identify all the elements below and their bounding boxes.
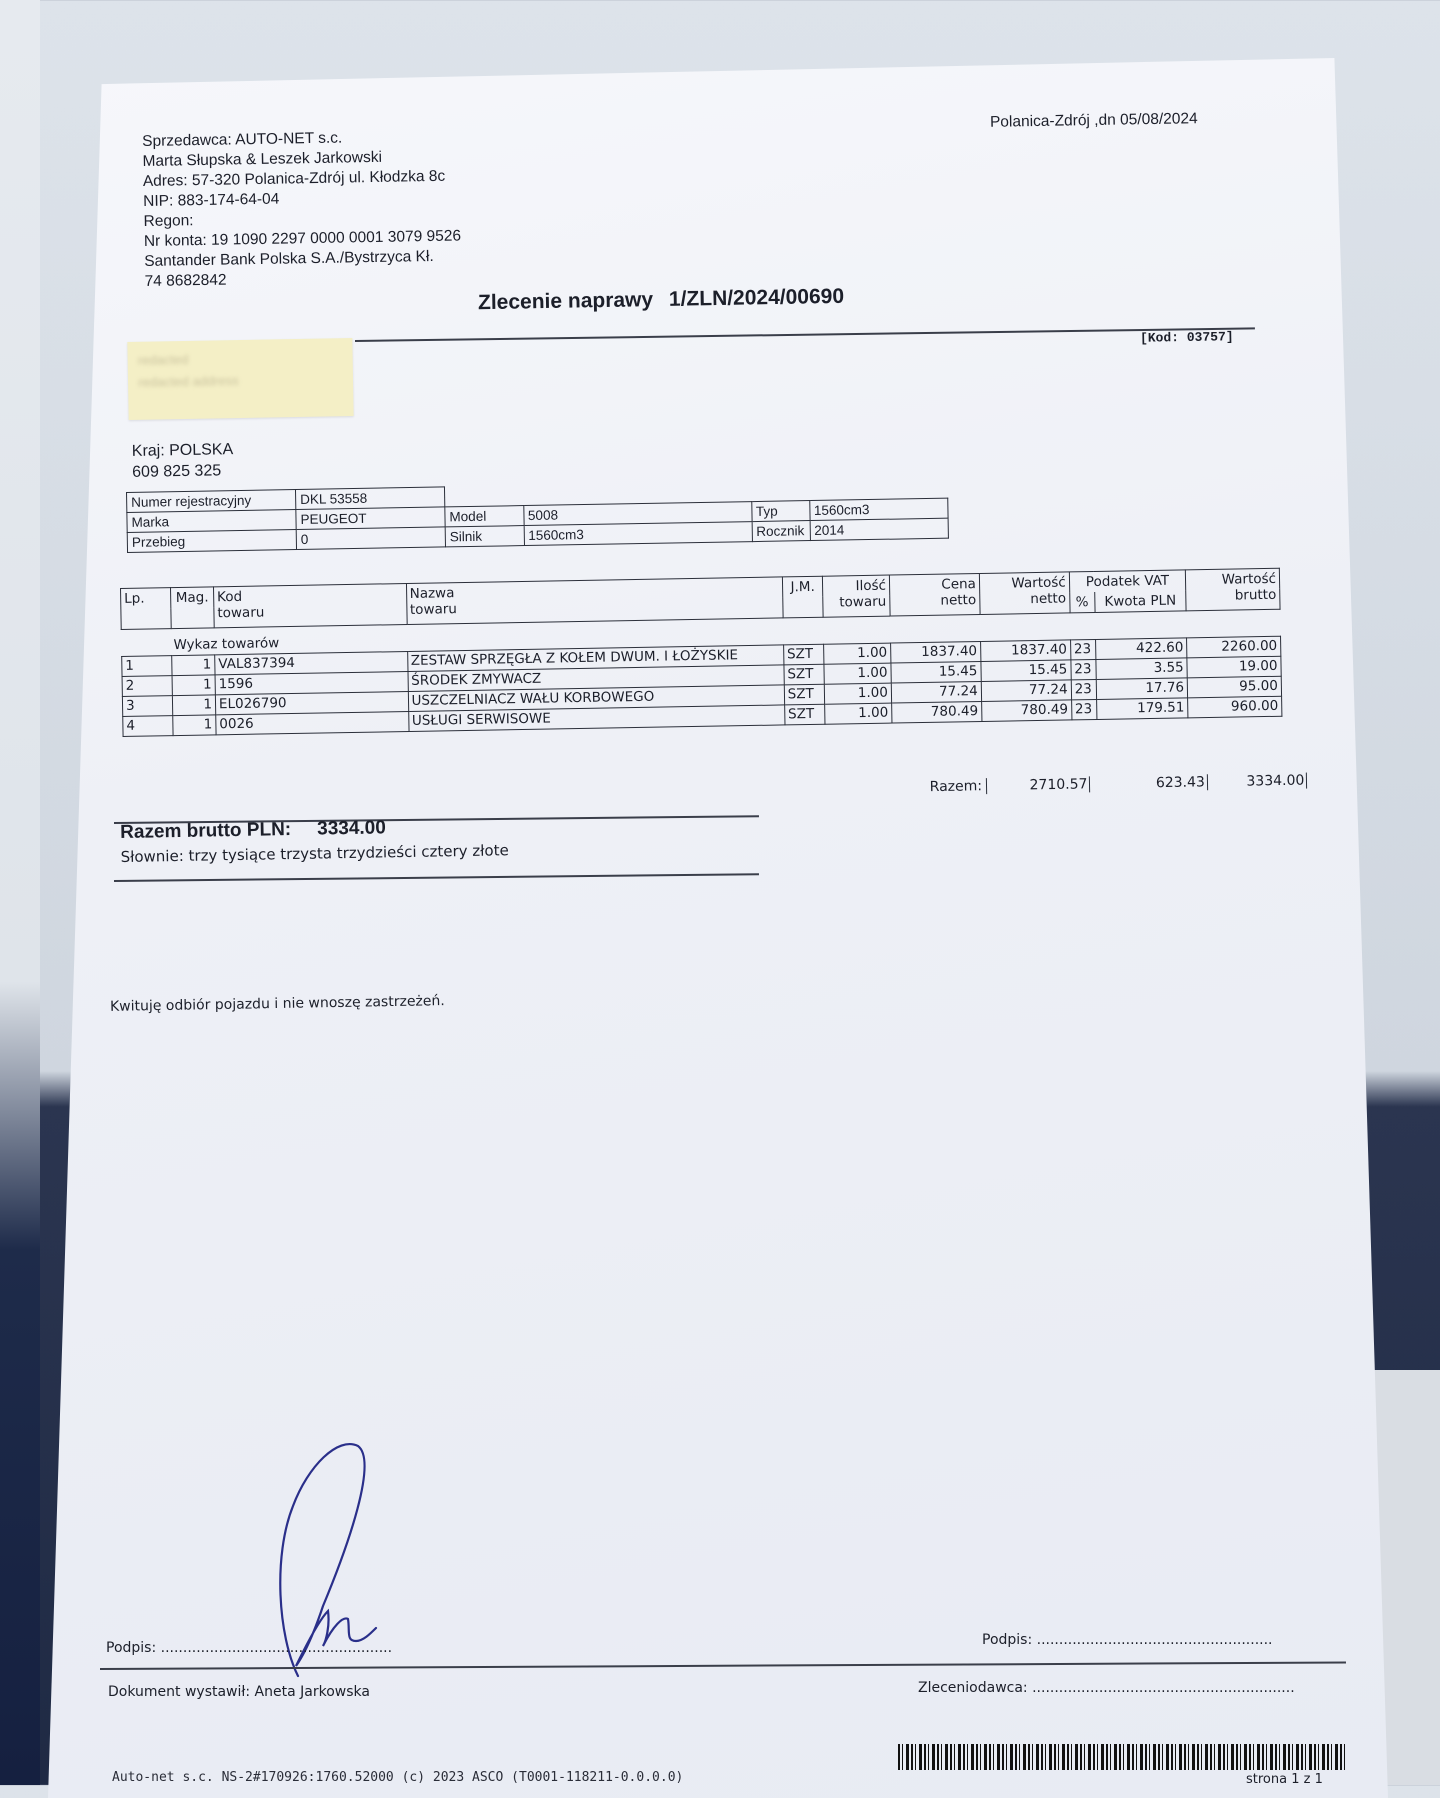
year-label: Rocznik — [752, 521, 810, 542]
cell-brutto: 19.00 — [1187, 656, 1281, 678]
cell-lp: 4 — [123, 716, 173, 737]
section-label: Wykaz towarów — [173, 635, 280, 654]
col-kod: Kod towaru — [213, 584, 406, 628]
cell-brutto: 2260.00 — [1187, 636, 1281, 658]
page-number: strona 1 z 1 — [1246, 1772, 1323, 1787]
model-value: 5008 — [523, 502, 751, 526]
cell-mag: 1 — [173, 715, 216, 736]
type-value: 1560cm3 — [809, 498, 947, 520]
cell-wartosc: 15.45 — [981, 660, 1071, 682]
total-brutto-value: 3334.00 — [316, 817, 387, 840]
empty-cell — [444, 486, 523, 507]
seller-line: 74 8682842 — [144, 271, 227, 290]
cell-pct: 23 — [1071, 679, 1096, 699]
cell-kod: 1596 — [215, 671, 408, 694]
cell-cena: 1837.40 — [891, 641, 981, 663]
seller-block — [142, 126, 462, 292]
client-block — [132, 439, 234, 483]
cell-jm: SZT — [784, 684, 825, 705]
cell-kod: EL026790 — [215, 691, 408, 714]
cell-mag: 1 — [172, 675, 215, 696]
cell-pct: 23 — [1070, 639, 1095, 659]
cell-ilosc: 1.00 — [825, 683, 892, 704]
col-vat-kwota: Kwota PLN — [1094, 590, 1186, 612]
col-mag: Mag. — [171, 587, 215, 629]
acknowledgement-text: Kwituję odbiór pojazdu i nie wnoszę zastrzeżeń. — [109, 993, 445, 1015]
make-value: PEUGEOT — [296, 507, 445, 530]
cell-vat: 3.55 — [1096, 658, 1188, 680]
amount-in-words: Słownie: trzy tysiące trzysta trzydzieści cztery złote — [120, 841, 509, 866]
cell-cena: 77.24 — [891, 681, 981, 703]
cell-kod: 0026 — [216, 711, 409, 734]
cell-nazwa: USZCZELNIACZ WAŁU KORBOWEGO — [408, 685, 785, 712]
seller-line: Nr konta: 19 1090 2297 0000 0001 3079 9526 — [143, 227, 462, 250]
summary-block — [120, 815, 509, 866]
totals-vat: 623.43 — [1095, 774, 1208, 792]
title-label: Zlecenie naprawy — [477, 288, 654, 315]
cell-nazwa: ŚRODEK ZMYWACZ — [408, 665, 785, 692]
totals-brutto: 3334.00 — [1212, 773, 1307, 791]
model-label: Model — [445, 506, 524, 527]
title-number: 1/ZLN/2024/00690 — [668, 284, 845, 311]
footer-software: Auto-net s.c. NS-2#170926:1760.52000 (c) 2023 ASCO (T0001-118211-0.0.0.0) — [112, 1770, 684, 1785]
cell-jm: SZT — [784, 704, 825, 725]
col-wartosc: Wartość netto — [979, 572, 1070, 615]
mileage-label: Przebieg — [127, 530, 296, 553]
col-vat-pct: % — [1069, 592, 1094, 613]
cell-pct: 23 — [1071, 699, 1096, 719]
seller-line: Marta Słupska & Leszek Jarkowski — [142, 148, 383, 170]
signature-left-line: Podpis: .................................................... — [106, 1640, 393, 1656]
date-place: Polanica-Zdrój ,dn 05/08/2024 — [989, 110, 1198, 131]
engine-label: Silnik — [445, 526, 524, 547]
cell-lp: 2 — [122, 676, 172, 697]
total-brutto-label: Razem brutto PLN: — [120, 819, 292, 843]
issued-by: Dokument wystawił: Aneta Jarkowska — [108, 1684, 370, 1700]
items-table — [120, 568, 1282, 737]
totals-label: Razem: — [929, 778, 983, 796]
col-lp: Lp. — [121, 588, 172, 630]
cell-vat: 17.76 — [1096, 678, 1188, 700]
cell-jm: SZT — [784, 664, 825, 685]
empty-cell — [809, 478, 947, 500]
seller-line: Santander Bank Polska S.A./Bystrzyca Kł. — [144, 247, 434, 270]
cell-cena: 780.49 — [892, 701, 982, 723]
cell-ilosc: 1.00 — [824, 643, 891, 664]
col-nazwa: Nazwa towaru — [406, 577, 783, 625]
kod-label: [Kod: 03757] — [1139, 329, 1234, 346]
cell-wartosc: 780.49 — [981, 700, 1071, 722]
cell-lp: 3 — [122, 696, 172, 717]
client-phone: 609 825 325 — [132, 462, 222, 481]
cell-lp: 1 — [122, 656, 172, 677]
document-page — [48, 58, 1388, 1798]
col-jm: J.M. — [782, 576, 823, 618]
cell-nazwa: ZESTAW SPRZĘGŁA Z KOŁEM DWUM. I ŁOŻYSKIE — [407, 645, 784, 672]
cell-kod: VAL837394 — [215, 651, 408, 674]
cell-cena: 15.45 — [891, 661, 981, 683]
cell-vat: 422.60 — [1095, 638, 1187, 660]
cell-brutto: 95.00 — [1187, 676, 1281, 698]
totals-netto: 2710.57 — [986, 776, 1090, 794]
type-label: Typ — [751, 501, 809, 522]
year-value: 2014 — [810, 518, 948, 540]
cell-pct: 23 — [1071, 659, 1096, 679]
cell-mag: 1 — [172, 655, 215, 676]
seller-line: NIP: 883-174-64-04 — [143, 190, 280, 210]
sticky-note-text: redacted redacted address — [137, 351, 239, 390]
empty-cell — [751, 481, 809, 502]
cell-wartosc: 1837.40 — [980, 640, 1070, 662]
cell-ilosc: 1.00 — [824, 663, 891, 684]
col-brutto: Wartość brutto — [1186, 568, 1281, 611]
client-signature-line: Zleceniodawca: ........................................................... — [918, 1680, 1295, 1696]
cell-ilosc: 1.00 — [825, 703, 892, 724]
col-cena: Cena netto — [889, 574, 980, 617]
seller-line: Regon: — [143, 212, 194, 230]
cell-vat: 179.51 — [1096, 698, 1188, 720]
make-label: Marka — [127, 510, 296, 533]
reg-value: DKL 53558 — [295, 487, 444, 510]
seller-line: Adres: 57-320 Polanica-Zdrój ul. Kłodzka 8c — [142, 167, 446, 190]
col-vat-group: Podatek VAT — [1069, 570, 1186, 593]
cell-wartosc: 77.24 — [981, 680, 1071, 702]
barcode — [898, 1744, 1346, 1770]
col-ilosc: Ilość towaru — [823, 575, 890, 617]
cell-jm: SZT — [783, 644, 824, 665]
background-left — [0, 0, 40, 1785]
cell-brutto: 960.00 — [1188, 696, 1282, 718]
signature-right-line: Podpis: ..................................................... — [982, 1632, 1273, 1648]
engine-value: 1560cm3 — [524, 522, 752, 546]
cell-nazwa: USŁUGI SERWISOWE — [408, 705, 785, 732]
cell-mag: 1 — [172, 695, 215, 716]
client-country: Kraj: POLSKA — [131, 441, 234, 460]
reg-label: Numer rejestracyjny — [127, 490, 296, 513]
seller-line: Sprzedawca: AUTO-NET s.c. — [142, 129, 343, 150]
mileage-value: 0 — [296, 527, 445, 550]
